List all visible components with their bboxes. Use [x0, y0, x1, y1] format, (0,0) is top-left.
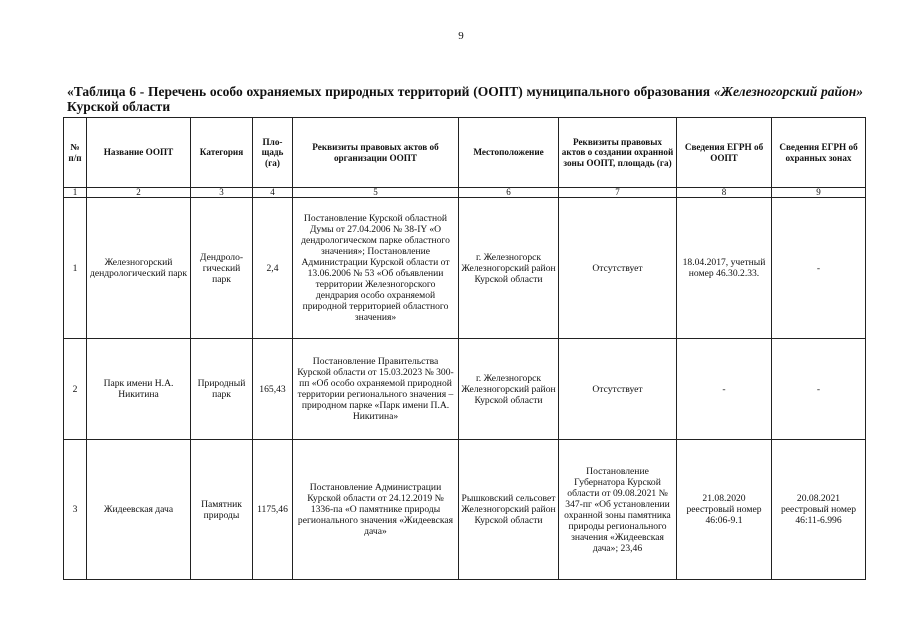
cell-number: 2: [64, 339, 87, 440]
cell-egrn-oopt: -: [677, 339, 772, 440]
table-row: [64, 440, 866, 580]
table-row: [64, 339, 866, 440]
caption-text: «Таблица 6 - Перечень особо охраняемых природных территорий (ООПТ) муниципального образования: [67, 84, 711, 99]
cell-egrn-zones: -: [772, 339, 866, 440]
table-caption: [67, 84, 863, 114]
cell-acts: Постановление Правительства Курской области от 15.03.2023 № 300-пп «Об особо охраняемой природной территории регионального значения – природном парке «Парк имени П.А. Никитина»: [293, 339, 459, 440]
cell-acts: Постановление Администрации Курской области от 24.12.2019 № 1336-па «О памятнике природы регионального значения «Жидеевская дача»: [293, 440, 459, 580]
cell-zone-acts: Отсутствует: [559, 198, 677, 339]
column-number: 2: [87, 188, 191, 198]
cell-egrn-zones: -: [772, 198, 866, 339]
cell-area: 1175,46: [253, 440, 293, 580]
column-number: 5: [293, 188, 459, 198]
header-location: Местоположение: [459, 118, 559, 188]
cell-name: Парк имени Н.А. Никитина: [87, 339, 191, 440]
cell-category: Памятник природы: [191, 440, 253, 580]
oopt-table: [63, 117, 866, 580]
header-egrn-zones: Сведения ЕГРН об охранных зонах: [772, 118, 866, 188]
column-number: 3: [191, 188, 253, 198]
cell-zone-acts: Постановление Губернатора Курской области от 09.08.2021 № 347-пг «Об установлении охранной зоны памятника природы регионального значения «Жидеевская дача»; 23,46: [559, 440, 677, 580]
header-zone-acts: Реквизиты правовых актов о создании охранной зоны ООПТ, площадь (га): [559, 118, 677, 188]
header-category: Категория: [191, 118, 253, 188]
cell-category: Дендроло-гический парк: [191, 198, 253, 339]
column-number: 9: [772, 188, 866, 198]
column-number: 1: [64, 188, 87, 198]
caption-region: Курской области: [67, 99, 171, 114]
cell-zone-acts: Отсутствует: [559, 339, 677, 440]
cell-area: 2,4: [253, 198, 293, 339]
caption-municipality: «Железногорский район»: [713, 84, 863, 99]
column-number: 4: [253, 188, 293, 198]
cell-name: Железногорский дендрологический парк: [87, 198, 191, 339]
cell-number: 1: [64, 198, 87, 339]
page-number: 9: [458, 30, 464, 42]
column-number-row: [64, 188, 866, 198]
header-name: Название ООПТ: [87, 118, 191, 188]
cell-area: 165,43: [253, 339, 293, 440]
column-number: 7: [559, 188, 677, 198]
cell-location: г. Железногорск Железногорский район Курской области: [459, 339, 559, 440]
header-number: № п/п: [64, 118, 87, 188]
header-egrn-oopt: Сведения ЕГРН об ООПТ: [677, 118, 772, 188]
cell-location: г. Железногорск Железногорский район Курской области: [459, 198, 559, 339]
cell-egrn-oopt: 18.04.2017, учетный номер 46.30.2.33.: [677, 198, 772, 339]
cell-egrn-oopt: 21.08.2020 реестровый номер 46:06-9.1: [677, 440, 772, 580]
table-row: [64, 198, 866, 339]
cell-number: 3: [64, 440, 87, 580]
cell-name: Жидеевская дача: [87, 440, 191, 580]
column-number: 8: [677, 188, 772, 198]
column-number: 6: [459, 188, 559, 198]
cell-category: Природный парк: [191, 339, 253, 440]
table-header-row: [64, 118, 866, 188]
header-acts: Реквизиты правовых актов об организации ООПТ: [293, 118, 459, 188]
cell-location: Рышковский сельсовет Железногорский район Курской области: [459, 440, 559, 580]
cell-acts: Постановление Курской областной Думы от 27.04.2006 № 38-IY «О дендрологическом парке областного значения»; Постановление Администрации Курской области от 13.06.2006 № 53 «Об объявлении территории Железногорского дендрария особо охраняемой природной территорией областного значения»: [293, 198, 459, 339]
header-area: Пло-щадь (га): [253, 118, 293, 188]
cell-egrn-zones: 20.08.2021 реестровый номер 46:11-6.996: [772, 440, 866, 580]
